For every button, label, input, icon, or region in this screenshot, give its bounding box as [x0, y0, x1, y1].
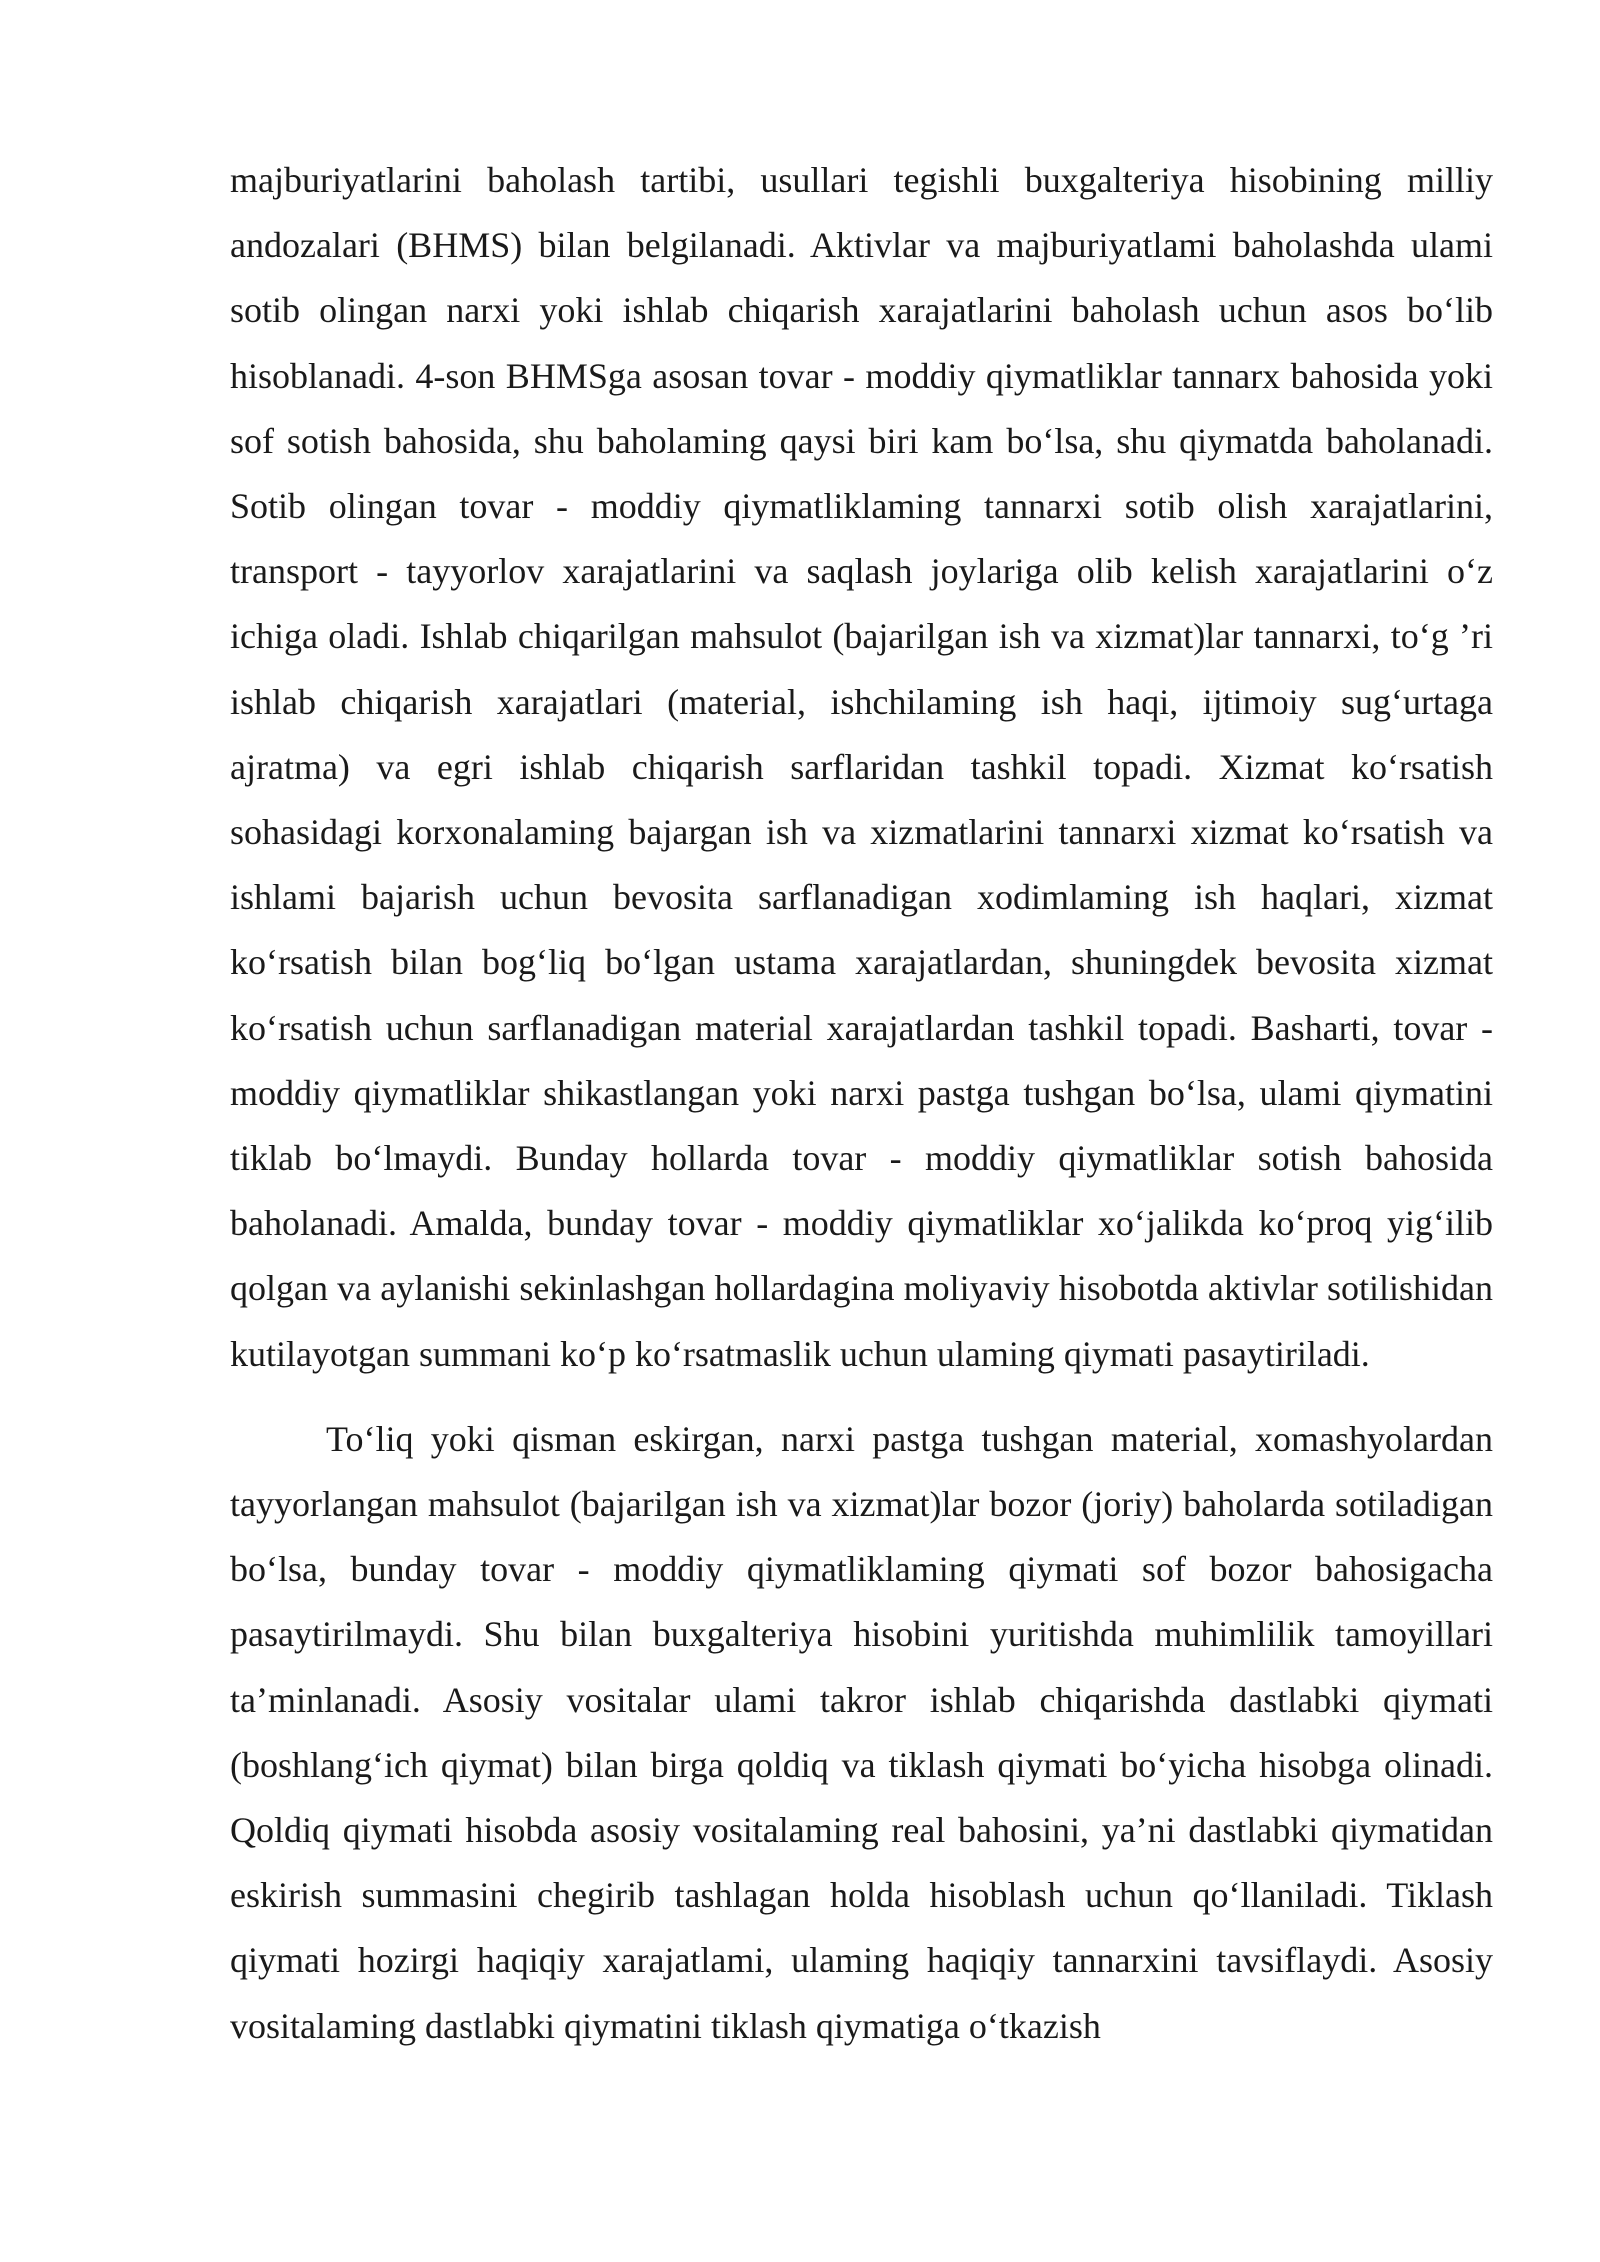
paragraph-indented: To‘liq yoki qisman eskirgan, narxi pastga tushgan material, xomashyolardan tayyorlangan mahsulot (bajarilgan ish va xizmat)lar bozor (joriy) baholarda sotiladigan bo‘lsa, bunday tovar - moddiy qiymatliklaming qiymati sof bozor bahosigacha pasaytirilmaydi. Shu bilan buxgalteriya hisobini yuritishda muhimlilik tamoyillari ta’minlanadi. Asosiy vositalar ulami takror ishlab chiqarishda dastlabki qiymati (boshlang‘ich qiymat) bilan birga qoldiq va tiklash qiymati bo‘yicha hisobga olinadi. Qoldiq qiymati hisobda asosiy vositalaming real bahosini, ya’ni dastlabki qiymatidan eskirish summasini chegirib tashlagan holda hisoblash uchun qo‘llaniladi. Tiklash qiymati hozirgi haqiqiy xarajatlami, ulaming haqiqiy tannarxini tavsiflaydi. Asosiy vositalaming dastlabki qiymatini tiklash qiymatiga o‘tkazish [230, 1418, 1493, 2046]
paragraph-continuation: majburiyatlarini baholash tartibi, usullari tegishli buxgalteriya hisobining milliy andozalari (BHMS) bilan belgilanadi. Aktivlar va majburiyatlami baholashda ulami sotib olingan narxi yoki ishlab chiqarish xarajatlarini baholash uchun asos bo‘lib hisoblanadi. 4-son BHMSga asosan tovar - moddiy qiymatliklar tannarx bahosida yoki sof sotish bahosida, shu baholaming qaysi biri kam bo‘lsa, shu qiymatda baholanadi. Sotib olingan tovar - moddiy qiymatliklaming tannarxi sotib olish xarajatlarini, transport - tayyorlov xarajatlarini va saqlash joylariga olib kelish xarajatlarini o‘z ichiga oladi. Ishlab chiqarilgan mahsulot (bajarilgan ish va xizmat)lar tannarxi, to‘g ’ri ishlab chiqarish xarajatlari (material, ishchilaming ish haqi, ijtimoiy sug‘urtaga ajratma) va egri ishlab chiqarish sarflaridan tashkil topadi. Xizmat ko‘rsatish sohasidagi korxonalaming bajargan ish va xizmatlarini tannarxi xizmat ko‘rsatish va ishlami bajarish uchun bevosita sarflanadigan xodimlaming ish haqlari, xizmat ko‘rsatish bilan bog‘liq bo‘lgan ustama xarajatlardan, shuningdek bevosita xizmat ko‘rsatish uchun sarflanadigan material xarajatlardan tashkil topadi. Basharti, tovar - moddiy qiymatliklar shikastlangan yoki narxi pastga tushgan bo‘lsa, ulami qiymatini tiklab bo‘lmaydi. Bunday hollarda tovar - moddiy qiymatliklar sotish bahosida baholanadi. Amalda, bunday tovar - moddiy qiymatliklar xo‘jalikda ko‘proq yig‘ilib qolgan va aylanishi sekinlashgan hollardagina moliyaviy hisobotda aktivlar sotilishidan kutilayotgan summani ko‘p ko‘rsatmaslik uchun ulaming qiymati pasaytiriladi. [230, 160, 1493, 1374]
body-text [230, 148, 1493, 2059]
